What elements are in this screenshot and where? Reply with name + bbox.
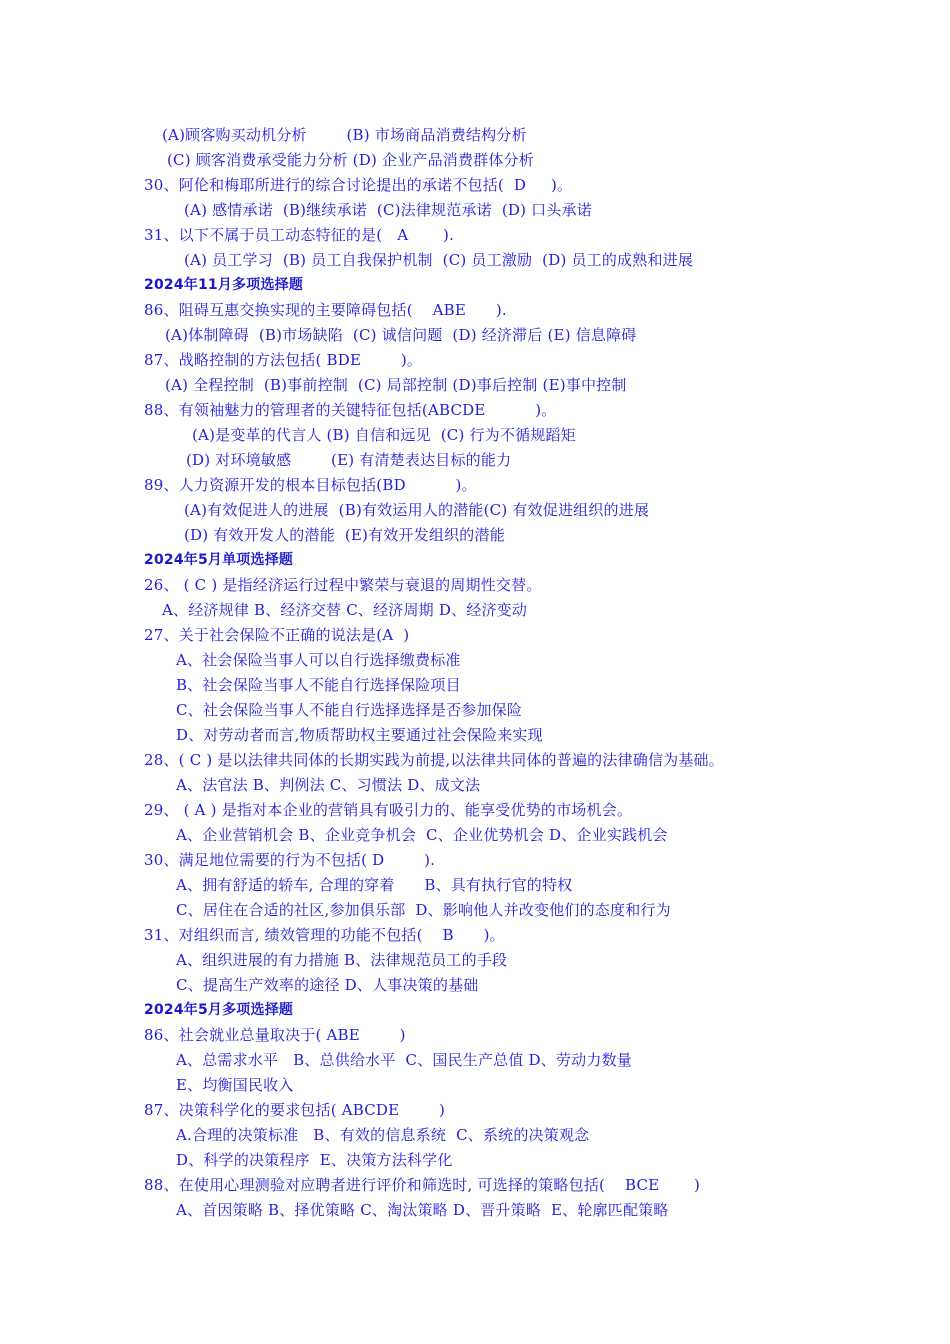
question-line: 88、在使用心理测验对应聘者进行评价和筛选时, 可选择的策略包括( BCE ) [144,1176,701,1194]
option-line: (C) 顾客消费承受能力分析 (D) 企业产品消费群体分析 [162,151,534,169]
option-line: A.合理的决策标准 B、有效的信息系统 C、系统的决策观念 [176,1126,590,1144]
option-line: (A)顾客购买动机分析 (B) 市场商品消费结构分析 [162,126,527,144]
option-line: A、总需求水平 B、总供给水平 C、国民生产总值 D、劳动力数量 [176,1051,632,1069]
section-heading: 2024年11月多项选择题 [144,277,304,293]
option-line: A、社会保险当事人可以自行选择缴费标准 [176,651,461,669]
option-line: D、对劳动者而言,物质帮助权主要通过社会保险来实现 [176,726,543,744]
question-line: 88、有领袖魅力的管理者的关键特征包括(ABCDE )。 [144,401,557,419]
option-line: A、企业营销机会 B、企业竞争机会 C、企业优势机会 D、企业实践机会 [176,826,668,844]
question-line: 86、阻碍互惠交换实现的主要障碍包括( ABE ). [144,301,507,319]
option-line: D、科学的决策程序 E、决策方法科学化 [176,1151,453,1169]
option-line: (A)有效促进人的进展 (B)有效运用人的潜能(C) 有效促进组织的进展 [184,501,650,519]
question-line: 29、 ( A ) 是指对本企业的营销具有吸引力的、能享受优势的市场机会。 [144,801,633,819]
option-line: A、首因策略 B、择优策略 C、淘汰策略 D、晋升策略 E、轮廓匹配策略 [176,1201,669,1219]
question-line: 86、社会就业总量取决于( ABE ) [144,1026,406,1044]
question-line: 89、人力资源开发的根本目标包括(BD )。 [144,476,477,494]
question-line: 31、以下不属于员工动态特征的是( A ). [144,226,455,244]
question-line: 27、关于社会保险不正确的说法是(A ) [144,626,410,644]
section-heading: 2024年5月单项选择题 [144,552,294,568]
section-heading: 2024年5月多项选择题 [144,1002,294,1018]
question-line: 28、( C ) 是以法律共同体的长期实践为前提,以法律共同体的普遍的法律确信为基础。 [144,751,724,769]
option-line: (D) 对环境敏感 (E) 有清楚表达目标的能力 [186,451,512,469]
option-line: (A) 全程控制 (B)事前控制 (C) 局部控制 (D)事后控制 (E)事中控制 [165,376,627,394]
question-line: 87、决策科学化的要求包括( ABCDE ) [144,1101,446,1119]
option-line: (A) 员工学习 (B) 员工自我保护机制 (C) 员工激励 (D) 员工的成熟和进展 [184,251,694,269]
option-line: (A) 感情承诺 (B)继续承诺 (C)法律规范承诺 (D) 口头承诺 [184,201,592,219]
option-line: A、法官法 B、判例法 C、习惯法 D、成文法 [176,776,481,794]
option-line: E、均衡国民收入 [176,1076,294,1094]
question-line: 31、对组织而言, 绩效管理的功能不包括( B )。 [144,926,505,944]
question-line: 87、战略控制的方法包括( BDE )。 [144,351,423,369]
question-line: 26、 ( C ) 是指经济运行过程中繁荣与衰退的周期性交替。 [144,576,542,594]
question-line: 30、阿伦和梅耶所进行的综合讨论提出的承诺不包括( D )。 [144,176,573,194]
option-line: A、拥有舒适的轿车, 合理的穿着 B、具有执行官的特权 [176,876,573,894]
option-line: (A)是变革的代言人 (B) 自信和远见 (C) 行为不循规蹈矩 [192,426,576,444]
option-line: C、社会保险当事人不能自行选择选择是否参加保险 [176,701,523,719]
option-line: A、经济规律 B、经济交替 C、经济周期 D、经济变动 [162,601,528,619]
option-line: B、社会保险当事人不能自行选择保险项目 [176,676,461,694]
option-line: (A)体制障碍 (B)市场缺陷 (C) 诚信问题 (D) 经济滞后 (E) 信息障碍 [165,326,637,344]
question-line: 30、满足地位需要的行为不包括( D ). [144,851,436,869]
option-line: A、组织进展的有力措施 B、法律规范员工的手段 [176,951,508,969]
option-line: (D) 有效开发人的潜能 (E)有效开发组织的潜能 [184,526,505,544]
option-line: C、居住在合适的社区,参加俱乐部 D、影响他人并改变他们的态度和行为 [176,901,671,919]
option-line: C、提高生产效率的途径 D、人事决策的基础 [176,976,479,994]
